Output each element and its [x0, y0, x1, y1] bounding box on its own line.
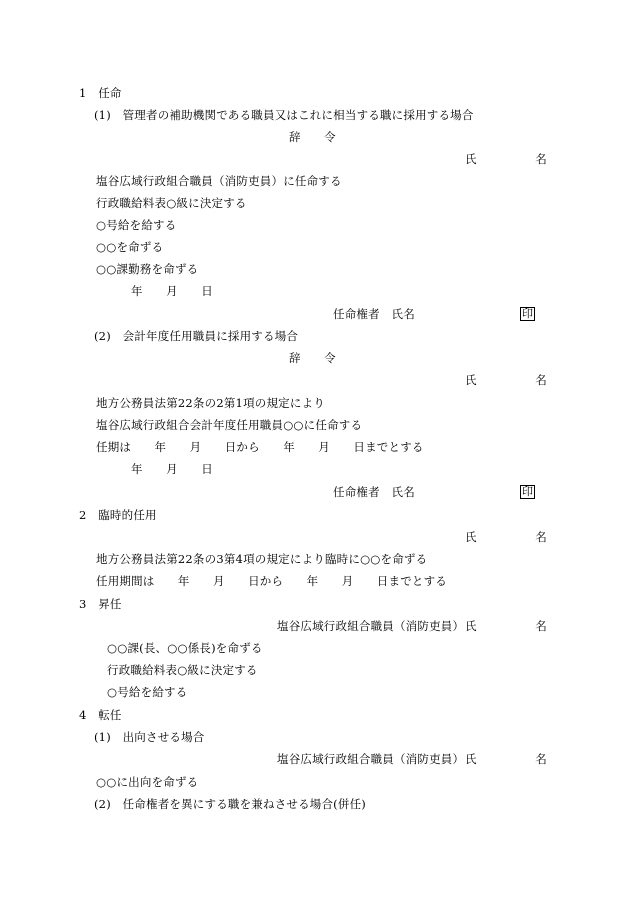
- name-slot-2: 氏 名: [465, 373, 547, 387]
- text-line: 任期は 年 月 日から 年 月 日までとする: [96, 440, 424, 454]
- section-3-heading: 3 昇任: [79, 597, 122, 611]
- text-line: ○号給を給する: [96, 218, 177, 232]
- name-slot-3: 氏 名: [465, 530, 547, 544]
- text-line: 任用期間は 年 月 日から 年 月 日までとする: [96, 574, 447, 588]
- staff-label-2: 塩谷広域行政組合職員（消防吏員）: [277, 752, 465, 766]
- text-line: ○○を命ずる: [96, 240, 164, 254]
- section-4-heading: 4 転任: [79, 708, 122, 722]
- text-line: ○○課(長、○○係長)を命ずる: [107, 641, 263, 655]
- text-line: 地方公務員法第22条の3第4項の規定により臨時に○○を命ずる: [96, 552, 428, 566]
- section-1-2-title: (2) 会計年度任用職員に採用する場合: [94, 329, 299, 343]
- text-line: 行政職給料表○級に決定する: [107, 663, 258, 677]
- jirei-title-2: 辞 令: [289, 351, 336, 365]
- text-line: ○号給を給する: [107, 685, 188, 699]
- section-1-1-title: (1) 管理者の補助機関である職員又はこれに相当する職に採用する場合: [94, 108, 474, 122]
- date-line-2: 年 月 日: [131, 462, 213, 476]
- staff-label-1: 塩谷広域行政組合職員（消防吏員）: [277, 619, 465, 633]
- text-line: ○○に出向を命ずる: [96, 775, 199, 789]
- name-slot-5: 氏 名: [465, 752, 547, 766]
- text-line: 塩谷広域行政組合会計年度任用職員○○に任命する: [96, 418, 363, 432]
- date-line-1: 年 月 日: [131, 284, 213, 298]
- section-4-2-title: (2) 任命権者を異にする職を兼ねさせる場合(併任): [94, 797, 366, 811]
- seal-stamp-2: 印: [522, 485, 534, 498]
- name-slot-4: 氏 名: [465, 619, 547, 633]
- seal-stamp-1: 印: [522, 307, 534, 320]
- section-4-1-title: (1) 出向させる場合: [94, 730, 205, 744]
- text-line: ○○課勤務を命ずる: [96, 262, 199, 276]
- text-line: 地方公務員法第22条の2第1項の規定により: [96, 396, 325, 410]
- appointer-label-1: 任命権者 氏名: [333, 307, 415, 321]
- section-2-heading: 2 臨時的任用: [79, 508, 157, 522]
- name-slot-1: 氏 名: [465, 152, 547, 166]
- section-1-heading: 1 任命: [79, 86, 122, 100]
- text-line: 塩谷広域行政組合職員（消防吏員）に任命する: [96, 174, 342, 188]
- appointer-label-2: 任命権者 氏名: [333, 485, 415, 499]
- text-line: 行政職給料表○級に決定する: [96, 196, 247, 210]
- jirei-title-1: 辞 令: [289, 130, 336, 144]
